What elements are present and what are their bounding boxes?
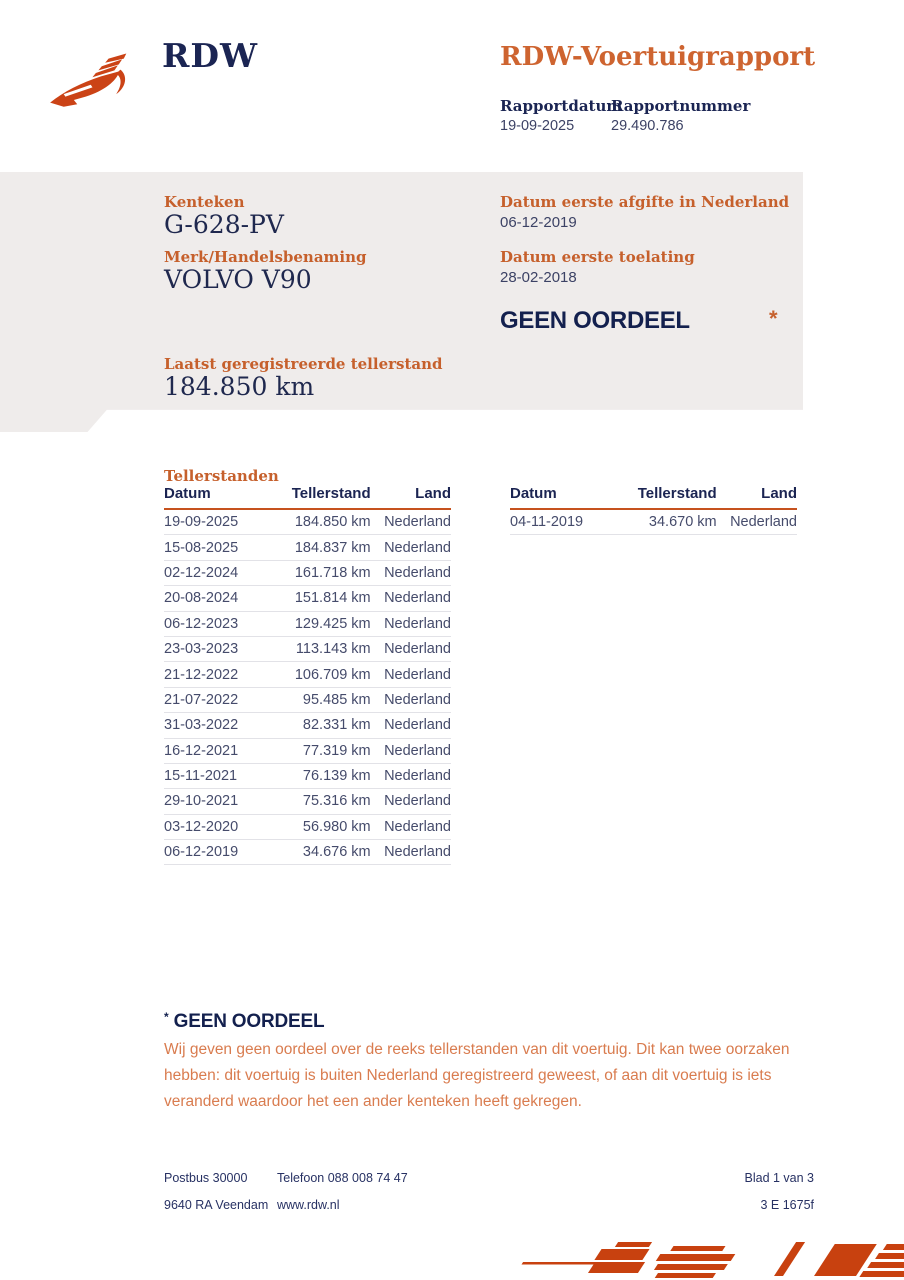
- date-cell: 23-03-2023: [164, 636, 273, 661]
- kenteken-value: G-628-PV: [164, 210, 284, 239]
- afgifte-value: 06-12-2019: [500, 214, 577, 231]
- page-title: RDW-Voertuigrapport: [500, 42, 816, 72]
- date-cell: 29-10-2021: [164, 789, 273, 814]
- date-cell: 21-07-2022: [164, 687, 273, 712]
- tellerstand-value: 184.850 km: [164, 372, 315, 401]
- date-cell: 04-11-2019: [510, 509, 619, 535]
- odometer-cell: 184.850 km: [273, 509, 371, 535]
- odometer-cell: 82.331 km: [273, 713, 371, 738]
- country-cell: Nederland: [371, 789, 451, 814]
- table-row: [164, 662, 451, 687]
- date-cell: 20-08-2024: [164, 586, 273, 611]
- rdw-feather-logo: [40, 48, 150, 114]
- country-cell: Nederland: [371, 713, 451, 738]
- verdict-text: GEEN OORDEEL: [500, 307, 690, 334]
- date-cell: 06-12-2023: [164, 611, 273, 636]
- report-number-label: Rapportnummer: [611, 97, 751, 115]
- date-cell: 21-12-2022: [164, 662, 273, 687]
- note-heading: [164, 1010, 324, 1033]
- country-cell: Nederland: [371, 509, 451, 535]
- odometer-cell: 56.980 km: [273, 814, 371, 839]
- table-row: [164, 636, 451, 661]
- country-cell: Nederland: [371, 560, 451, 585]
- table-header-row: [164, 485, 451, 509]
- odometer-cell: 95.485 km: [273, 687, 371, 712]
- column-header-datum: Datum: [510, 485, 619, 509]
- date-cell: 15-08-2025: [164, 535, 273, 560]
- table-row: [164, 814, 451, 839]
- afgifte-label: Datum eerste afgifte in Nederland: [500, 193, 790, 211]
- footer-website: www.rdw.nl: [277, 1198, 340, 1212]
- odometer-cell: 77.319 km: [273, 738, 371, 763]
- column-header-land: Land: [717, 485, 797, 509]
- note-asterisk: *: [164, 1010, 169, 1024]
- country-cell: Nederland: [371, 636, 451, 661]
- footer-address-line2: 9640 RA Veendam: [164, 1198, 269, 1212]
- date-cell: 15-11-2021: [164, 763, 273, 788]
- tellerstand-label: Laatst geregistreerde tellerstand: [164, 355, 443, 373]
- table-row: [510, 509, 797, 535]
- date-cell: 16-12-2021: [164, 738, 273, 763]
- column-header-datum: Datum: [164, 485, 273, 509]
- table-row: [164, 763, 451, 788]
- table-row: [164, 738, 451, 763]
- table-row: [164, 713, 451, 738]
- report-date-value: 19-09-2025: [500, 118, 575, 134]
- brand-wordmark: RDW: [162, 36, 259, 75]
- column-header-land: Land: [371, 485, 451, 509]
- table-row: [164, 560, 451, 585]
- date-cell: 03-12-2020: [164, 814, 273, 839]
- odometer-cell: 34.676 km: [273, 840, 371, 865]
- tellerstanden-heading: Tellerstanden: [164, 467, 279, 485]
- table-row: [164, 535, 451, 560]
- footer-address-line1: Postbus 30000: [164, 1171, 248, 1185]
- date-cell: 19-09-2025: [164, 509, 273, 535]
- country-cell: Nederland: [717, 509, 797, 535]
- odometer-table-right: [510, 485, 797, 535]
- report-number-value: 29.490.786: [611, 118, 684, 134]
- table-row: [164, 509, 451, 535]
- footer-phone: Telefoon 088 008 74 47: [277, 1171, 408, 1185]
- date-cell: 06-12-2019: [164, 840, 273, 865]
- table-row: [164, 789, 451, 814]
- country-cell: Nederland: [371, 763, 451, 788]
- odometer-cell: 129.425 km: [273, 611, 371, 636]
- odometer-cell: 113.143 km: [273, 636, 371, 661]
- odometer-cell: 76.139 km: [273, 763, 371, 788]
- country-cell: Nederland: [371, 840, 451, 865]
- toelating-label: Datum eerste toelating: [500, 248, 695, 266]
- kenteken-label: Kenteken: [164, 193, 245, 211]
- merk-value: VOLVO V90: [164, 265, 312, 294]
- date-cell: 02-12-2024: [164, 560, 273, 585]
- odometer-cell: 151.814 km: [273, 586, 371, 611]
- odometer-cell: 34.670 km: [619, 509, 717, 535]
- verdict-asterisk: *: [769, 306, 778, 331]
- odometer-table-left: [164, 485, 451, 865]
- country-cell: Nederland: [371, 535, 451, 560]
- odometer-cell: 75.316 km: [273, 789, 371, 814]
- table-row: [164, 586, 451, 611]
- note-title: GEEN OORDEEL: [173, 1011, 325, 1032]
- date-cell: 31-03-2022: [164, 713, 273, 738]
- odometer-cell: 106.709 km: [273, 662, 371, 687]
- country-cell: Nederland: [371, 611, 451, 636]
- table-row: [164, 687, 451, 712]
- table-row: [164, 840, 451, 865]
- column-header-tellerstand: Tellerstand: [273, 485, 371, 509]
- odometer-cell: 161.718 km: [273, 560, 371, 585]
- column-header-tellerstand: Tellerstand: [619, 485, 717, 509]
- footer-doc-code: 3 E 1675f: [760, 1198, 814, 1212]
- country-cell: Nederland: [371, 586, 451, 611]
- speed-lines-graphic: [500, 1236, 904, 1280]
- country-cell: Nederland: [371, 814, 451, 839]
- country-cell: Nederland: [371, 738, 451, 763]
- table-header-row: [510, 485, 797, 509]
- report-date-label: Rapportdatum: [500, 97, 623, 115]
- footer-page-number: Blad 1 van 3: [744, 1171, 814, 1185]
- note-body: Wij geven geen oordeel over de reeks tellerstanden van dit voertuig. Dit kan twee oorzaken hebben: dit voertuig is buiten Nederland geregistreerd geweest, of aan dit voertuig is iets veranderd waardoor het een ander kenteken heeft gekregen.: [164, 1041, 790, 1110]
- odometer-cell: 184.837 km: [273, 535, 371, 560]
- merk-label: Merk/Handelsbenaming: [164, 248, 367, 266]
- country-cell: Nederland: [371, 662, 451, 687]
- table-row: [164, 611, 451, 636]
- summary-panel: [0, 172, 803, 432]
- toelating-value: 28-02-2018: [500, 269, 577, 286]
- country-cell: Nederland: [371, 687, 451, 712]
